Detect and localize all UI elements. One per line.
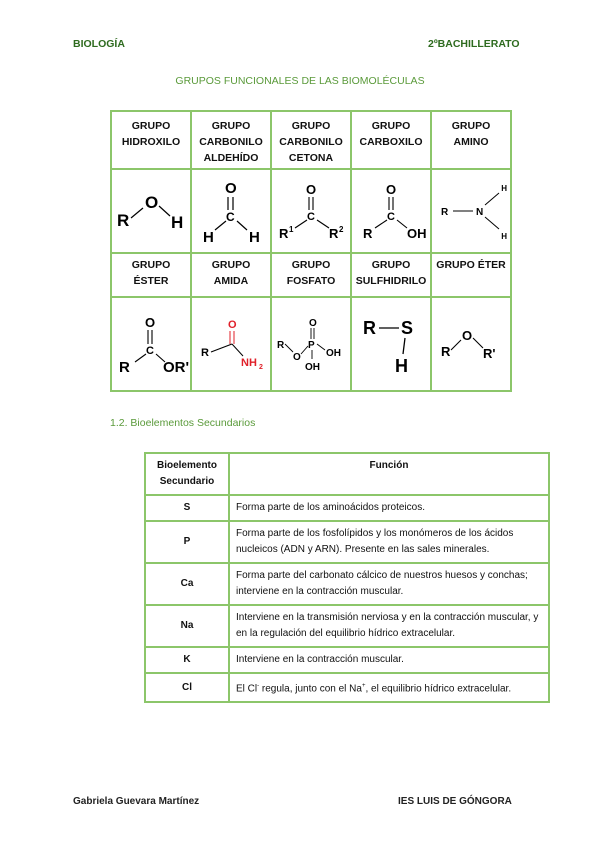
- col-header-element: Bioelemento Secundario: [145, 453, 229, 495]
- section-title: 1.2. Bioelementos Secundarios: [110, 417, 256, 429]
- table-row: Ca Forma parte del carbonato cálcico de nuestros huesos y conchas; interviene en la contracción muscular.: [145, 563, 549, 605]
- svg-text:R: R: [279, 226, 289, 241]
- label-aldehido: GRUPO CARBONILO ALDEHÍDO: [191, 111, 271, 169]
- svg-text:R: R: [117, 211, 130, 230]
- svg-text:R: R: [329, 226, 339, 241]
- svg-text:1: 1: [289, 225, 294, 234]
- secondary-bioelements-table: [144, 452, 550, 703]
- label-cetona: GRUPO CARBONILO CETONA: [271, 111, 351, 169]
- svg-text:C: C: [307, 211, 315, 223]
- svg-text:O: O: [145, 315, 156, 330]
- svg-text:R': R': [483, 346, 496, 361]
- table-row: Na Interviene en la transmisión nerviosa y en la contracción muscular, y en la regulación del equilibrio hídrico extracelular.: [145, 605, 549, 647]
- aldehyde-structure: [191, 169, 271, 253]
- svg-text:R: R: [201, 347, 209, 359]
- svg-text:R: R: [363, 318, 376, 338]
- svg-text:H: H: [171, 213, 184, 232]
- svg-text:H: H: [249, 229, 260, 244]
- label-eter: GRUPO ÉTER: [431, 253, 511, 297]
- hydroxyl-structure: [111, 169, 191, 253]
- svg-text:2: 2: [339, 225, 344, 234]
- svg-text:O: O: [293, 352, 301, 363]
- footer-author: Gabriela Guevara Martínez: [73, 796, 200, 807]
- table-row: S Forma parte de los aminoácidos proteicos.: [145, 495, 549, 521]
- ester-structure: [111, 297, 191, 391]
- table-row: P Forma parte de los fosfolípidos y los monómeros de los ácidos nucleicos (ADN y ARN). Presente en las sales minerales.: [145, 521, 549, 563]
- col-header-function: Función: [229, 453, 549, 495]
- footer-school: IES LUIS DE GÓNGORA: [398, 796, 512, 807]
- svg-text:OH: OH: [305, 362, 320, 373]
- ketone-structure: [271, 169, 351, 253]
- svg-text:O: O: [309, 318, 317, 329]
- svg-text:C: C: [146, 345, 154, 357]
- label-amino: GRUPO AMINO: [431, 111, 511, 169]
- page-title: GRUPOS FUNCIONALES DE LAS BIOMOLÉCULAS: [175, 75, 425, 87]
- svg-text:H: H: [501, 184, 507, 193]
- svg-text:OR': OR': [163, 359, 189, 374]
- svg-text:H: H: [501, 232, 507, 241]
- svg-text:P: P: [308, 340, 315, 351]
- svg-text:O: O: [462, 328, 473, 343]
- label-hidroxilo: GRUPO HIDROXILO: [111, 111, 191, 169]
- svg-text:H: H: [203, 229, 214, 244]
- label-amida: GRUPO AMIDA: [191, 253, 271, 297]
- svg-text:C: C: [387, 211, 395, 223]
- phosphate-structure: [271, 297, 351, 391]
- svg-text:H: H: [395, 356, 408, 376]
- svg-text:R: R: [119, 359, 130, 374]
- svg-text:2: 2: [259, 364, 263, 371]
- header-subject: BIOLOGÍA: [73, 38, 125, 50]
- svg-text:S: S: [401, 318, 414, 338]
- svg-text:OH: OH: [326, 348, 341, 359]
- label-ester: GRUPO ÉSTER: [111, 253, 191, 297]
- amino-structure: [431, 169, 511, 253]
- svg-text:R: R: [441, 344, 451, 359]
- svg-text:NH: NH: [241, 357, 257, 369]
- svg-text:O: O: [225, 180, 237, 197]
- table-row: K Interviene en la contracción muscular.: [145, 647, 549, 673]
- svg-text:R: R: [363, 226, 373, 241]
- label-carboxilo: GRUPO CARBOXILO: [351, 111, 431, 169]
- svg-text:O: O: [386, 182, 397, 197]
- svg-text:O: O: [306, 182, 317, 197]
- svg-text:N: N: [476, 207, 484, 218]
- amide-structure: [191, 297, 271, 391]
- label-fosfato: GRUPO FOSFATO: [271, 253, 351, 297]
- svg-text:C: C: [226, 210, 235, 224]
- functional-groups-table: [110, 110, 512, 392]
- svg-text:R: R: [441, 207, 449, 218]
- carboxyl-structure: [351, 169, 431, 253]
- table-row: Cl El Cl- regula, junto con el Na+, el equilibrio hídrico extracelular.: [145, 673, 549, 702]
- header-course: 2ºBACHILLERATO: [428, 38, 520, 50]
- svg-text:R: R: [277, 340, 285, 351]
- svg-text:O: O: [228, 319, 237, 331]
- sulfhydryl-structure: [351, 297, 431, 391]
- ether-structure: [431, 297, 511, 391]
- label-sulfhidrilo: GRUPO SULFHIDRILO: [351, 253, 431, 297]
- svg-text:OH: OH: [407, 226, 427, 241]
- svg-text:O: O: [145, 193, 159, 212]
